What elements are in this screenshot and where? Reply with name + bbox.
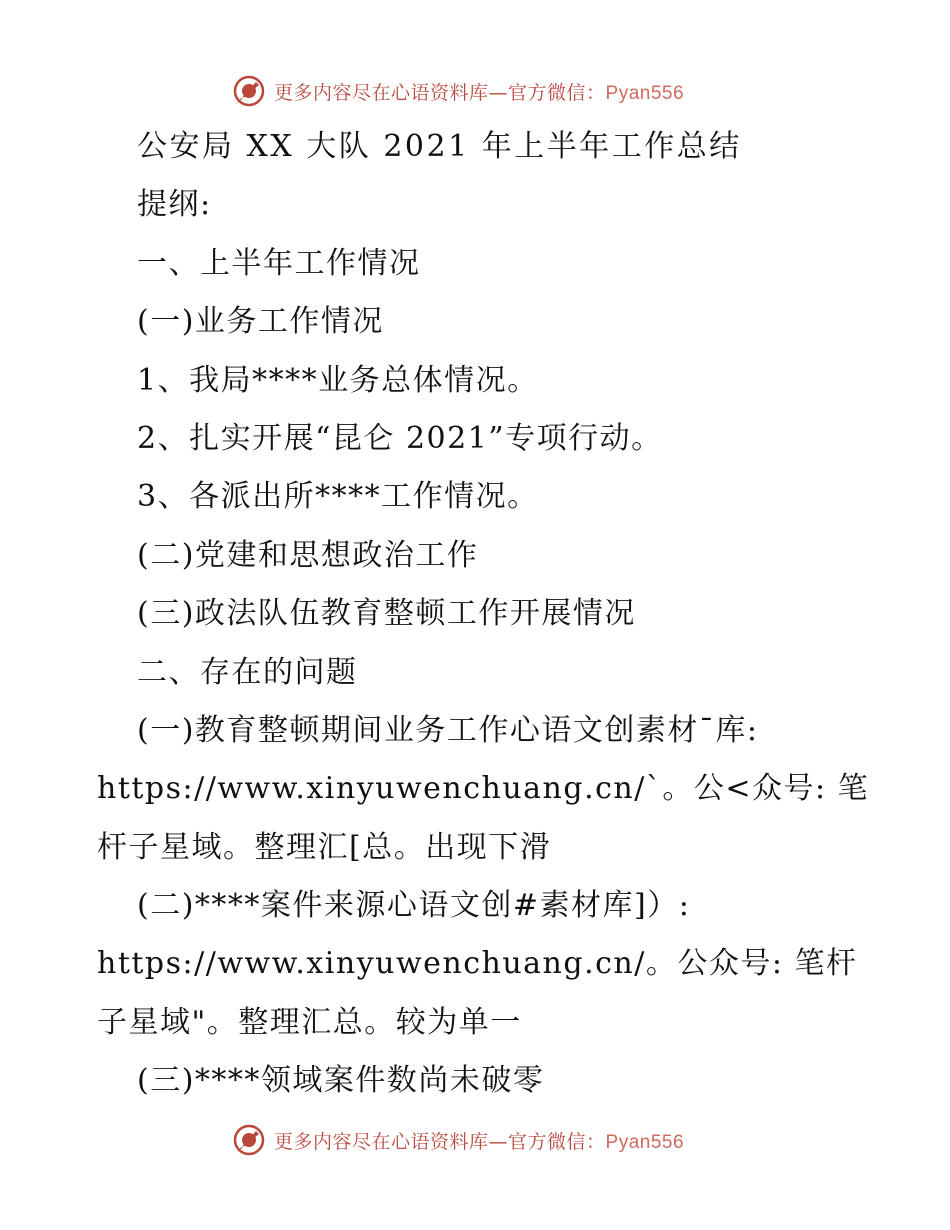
paragraph-line: https://www.xinyuwenchuang.cn/。公众号: 笔杆: [97, 946, 858, 982]
wechat-id: Pyan556: [605, 1131, 685, 1153]
document-title: 公安局 XX 大队 2021 年上半年工作总结: [137, 129, 742, 164]
outline-label: 提纲:: [137, 187, 212, 223]
section-heading-2: 二、存在的问题: [137, 654, 358, 690]
subsection-heading: (一)业务工作情况: [137, 304, 384, 340]
paragraph-line: 杆子星域。整理汇[总。出现下滑: [97, 829, 552, 865]
list-item: 3、各派出所****工作情况。: [137, 479, 539, 515]
section-heading-1: 一、上半年工作情况: [137, 245, 421, 281]
paragraph-line: (三)****领域案件数尚未破零: [137, 1063, 545, 1099]
watermark-text: 更多内容尽在心语资料库—官方微信：Pyan556: [274, 81, 685, 104]
paragraph-line: (一)教育整顿期间业务工作心语文创素材¯库:: [137, 712, 759, 748]
document-body: [97, 118, 870, 1111]
list-item: 2、扎实开展“昆仑 2021”专项行动。: [137, 420, 663, 456]
watermark-banner-bottom: [232, 1120, 684, 1160]
quill-pen-logo-icon: [232, 1123, 266, 1157]
paragraph-line: (二)****案件来源心语文创#素材库]）:: [137, 888, 691, 924]
subsection-heading: (三)政法队伍教育整顿工作开展情况: [137, 596, 636, 632]
paragraph-line: 子星域"。整理汇总。较为单一: [97, 1004, 522, 1040]
subsection-heading: (二)党建和思想政治工作: [137, 537, 479, 573]
list-item: 1、我局****业务总体情况。: [137, 362, 539, 398]
watermark-banner-top: [232, 71, 684, 111]
quill-pen-logo-icon: [232, 74, 266, 108]
paragraph-line: https://www.xinyuwenchuang.cn/`。公<众号: 笔: [97, 771, 870, 807]
wechat-id: Pyan556: [605, 82, 685, 104]
watermark-text: 更多内容尽在心语资料库—官方微信：Pyan556: [274, 1130, 685, 1153]
